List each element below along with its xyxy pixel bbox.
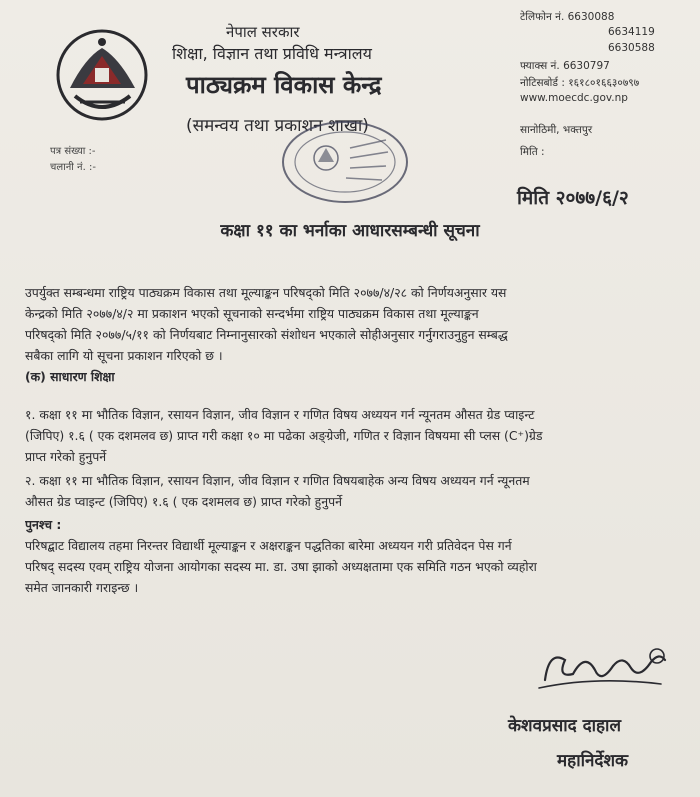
postscript-line: परिषद्बाट विद्यालय तहमा निरन्तर विद्यार्थी मूल्याङ्कन र अक्षराङ्कन पद्धतिका बारेमा अध्ययन गरी प्रतिवेदन पेस गर्न xyxy=(25,538,512,553)
notice-board-number: १६१८०१६६३०७९७ xyxy=(568,77,640,89)
fax-number: 6630797 xyxy=(563,60,610,72)
point-2-line: औसत ग्रेड प्वाइन्ट (जिपिए) १.६ ( एक दशमलव छ) प्राप्त गरेको हुनुपर्ने xyxy=(25,494,343,509)
point-1-line: १. कक्षा ११ मा भौतिक विज्ञान, रसायन विज्ञान, जीव विज्ञान र गणित विषय अध्ययन गर्न न्यूनतम औसत ग्रेड प्वाइन्ट xyxy=(25,407,535,422)
header-date-label: मिति : xyxy=(520,146,545,158)
government-name: नेपाल सरकार xyxy=(226,23,300,41)
phone-number-2: 6634119 xyxy=(608,26,655,38)
phone-line-1 xyxy=(520,10,614,24)
postscript-heading: पुनश्च : xyxy=(25,517,62,532)
phone-label: टेलिफोन नं. xyxy=(520,11,565,23)
postscript xyxy=(25,514,665,598)
fax-line xyxy=(520,59,610,73)
point-1-line: प्राप्त गरेको हुनुपर्ने xyxy=(25,449,107,464)
point-1 xyxy=(25,404,665,467)
intro-line: परिषद्को मिति २०७७/५/११ को निर्णयबाट निम्नानुसारको संशोधन भएकाले सोहीअनुसार गर्नुगराउनुहुन सम्बद्ध xyxy=(25,327,508,342)
phone-number-3: 6630588 xyxy=(608,42,655,54)
address: सानोठिमी, भक्तपुर xyxy=(520,124,593,136)
dispatch-number: चलानी नं. :- xyxy=(50,162,96,173)
signatory-name: केशवप्रसाद दाहाल xyxy=(508,716,621,736)
intro-line: उपर्युक्त सम्बन्धमा राष्ट्रिय पाठ्यक्रम विकास तथा मूल्याङ्कन परिषद्को मिति २०७७/४/२८ को निर्णयअनुसार यस xyxy=(25,285,507,300)
intro-line: केन्द्रको मिति २०७७/४/२ मा प्रकाशन भएको सूचनाको सन्दर्भमा राष्ट्रिय पाठ्यक्रम विकास तथा मूल्याङ्कन xyxy=(25,306,479,321)
point-1-line: (जिपिए) १.६ ( एक दशमलव छ) प्राप्त गरी कक्षा १० मा पढेका अङ्ग्रेजी, गणित र विज्ञान विषयमा सी प्लस (C⁺)ग्रेड xyxy=(25,428,543,443)
letter-date: मिति २०७७/६/२ xyxy=(517,187,629,209)
postscript-line: समेत जानकारी गराइन्छ । xyxy=(25,580,139,595)
signatory-designation: महानिर्देशक xyxy=(557,751,629,771)
phone-number-1: 6630088 xyxy=(567,11,615,23)
intro-paragraph xyxy=(25,282,665,387)
section-heading: (क) साधारण शिक्षा xyxy=(25,369,115,384)
government-emblem-logo xyxy=(55,28,150,123)
letter-number: पत्र संख्या :- xyxy=(50,146,96,157)
centre-name: पाठ्यक्रम विकास केन्द्र xyxy=(186,71,382,99)
point-2-line: २. कक्षा ११ मा भौतिक विज्ञान, रसायन विज्ञान, जीव विज्ञान र गणित विषयबाहेक अन्य विषय अध्ययन गर्न न्यूनतम xyxy=(25,473,530,488)
section-name: (समन्वय तथा प्रकाशन शाखा) xyxy=(186,116,369,136)
website-link[interactable]: www.moecdc.gov.np xyxy=(520,92,628,104)
handwritten-signature xyxy=(535,640,675,695)
notice-board-line xyxy=(520,76,639,90)
fax-label: फ्याक्स नं. xyxy=(520,60,560,72)
intro-line: सबैका लागि यो सूचना प्रकाशन गरिएको छ । xyxy=(25,348,223,363)
postscript-line: परिषद् सदस्य एवम् राष्ट्रिय योजना आयोगका सदस्य मा. डा. उषा झाको अध्यक्षतामा एक समिति गठन भएको व्यहोरा xyxy=(25,559,537,574)
point-2 xyxy=(25,470,665,512)
ministry-name: शिक्षा, विज्ञान तथा प्रविधि मन्त्रालय xyxy=(172,44,372,63)
notice-subject: कक्षा ११ का भर्नाका आधारसम्बन्धी सूचना xyxy=(220,221,480,241)
official-stamp xyxy=(278,118,413,206)
notice-board-label: नोटिसबोर्ड : xyxy=(520,77,565,89)
